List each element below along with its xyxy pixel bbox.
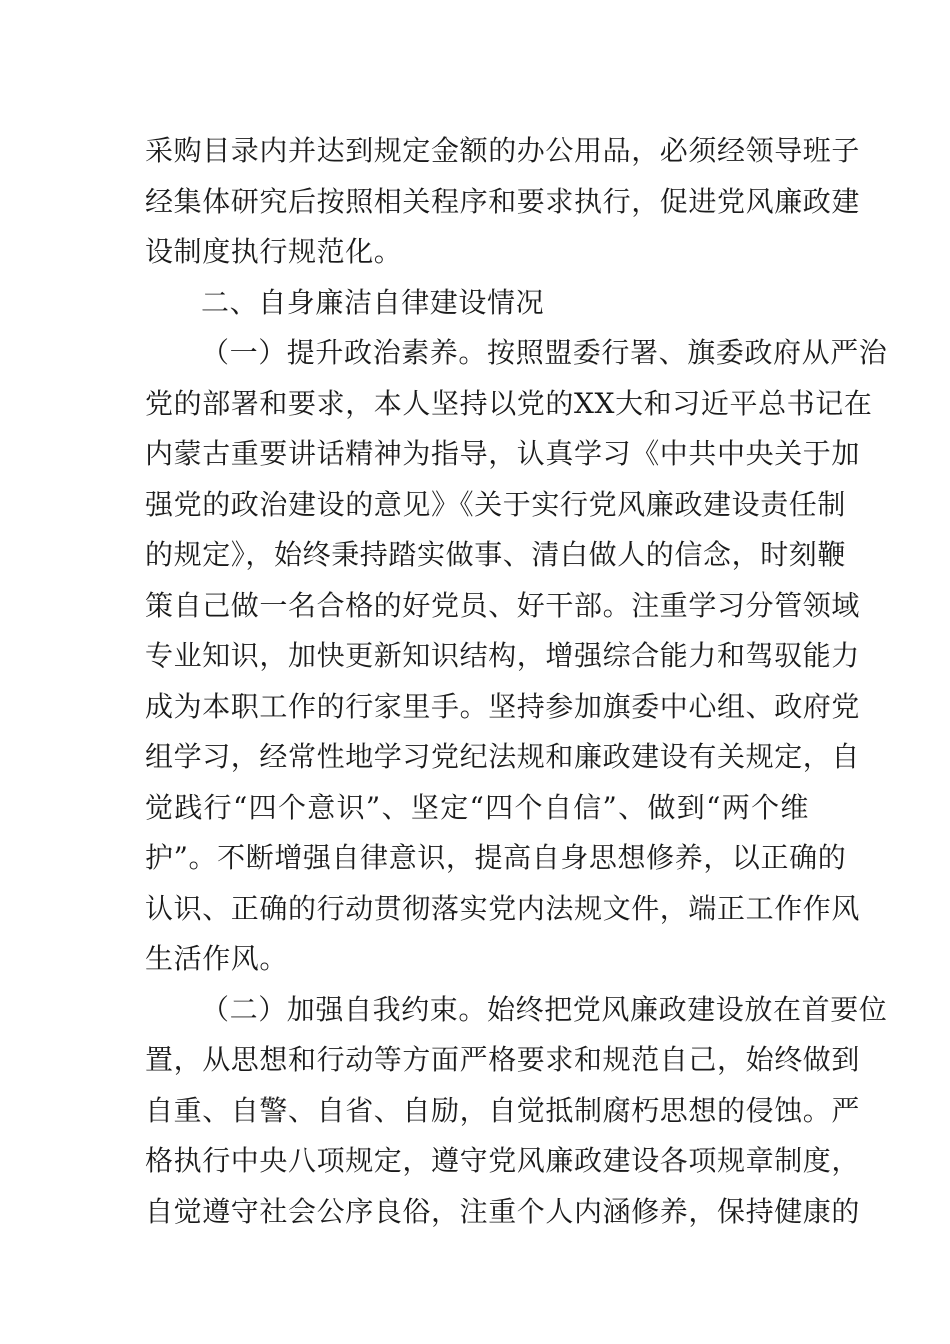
text-line: 格执行中央八项规定，遵守党风廉政建设各项规章制度， — [145, 1144, 861, 1177]
text-line: 认识、正确的行动贯彻落实党内法规文件，端正工作作风 — [145, 891, 861, 925]
text-line: 生活作风。 — [145, 942, 289, 975]
text-line: 自觉遵守社会公序良俗，注重个人内涵修养，保持健康的 — [145, 1194, 861, 1228]
text-line: 护”。不断增强自律意识，提高自身思想修养，以正确的 — [145, 841, 847, 874]
text-line: 党的部署和要求，本人坚持以党的XX大和习近平总书记在 — [145, 386, 873, 420]
text-line: 内蒙古重要讲话精神为指导，认真学习《中共中央关于加 — [145, 437, 861, 470]
text-line: 设制度执行规范化。 — [145, 235, 403, 268]
text-line: 采购目录内并达到规定金额的办公用品，必须经领导班子 — [145, 134, 861, 167]
text-line: 置，从思想和行动等方面严格要求和规范自己，始终做到 — [145, 1043, 861, 1076]
text-line: 经集体研究后按照相关程序和要求执行，促进党风廉政建 — [145, 184, 861, 218]
text-line: 觉践行“四个意识”、坚定“四个自信”、做到“两个维 — [145, 790, 809, 824]
document-body — [145, 126, 888, 1237]
text-line: 组学习，经常性地学习党纪法规和廉政建设有关规定，自 — [145, 740, 861, 773]
text-line: 策自己做一名合格的好党员、好干部。注重学习分管领域 — [145, 588, 861, 622]
text-line: 的规定》，始终秉持踏实做事、清白做人的信念，时刻鞭 — [145, 538, 847, 571]
text-line: 成为本职工作的行家里手。坚持参加旗委中心组、政府党 — [145, 689, 861, 723]
subsection-heading-line: （一）提升政治素养。按照盟委行署、旗委政府从严治 — [201, 336, 888, 369]
subsection-heading-line: （二）加强自我约束。始终把党风廉政建设放在首要位 — [201, 992, 888, 1026]
text-line: 自重、自警、自省、自励，自觉抵制腐朽思想的侵蚀。严 — [145, 1093, 861, 1127]
text-line: 专业知识，加快更新知识结构，增强综合能力和驾驭能力 — [145, 639, 861, 672]
section-heading: 二、自身廉洁自律建设情况 — [201, 285, 545, 319]
text-line: 强党的政治建设的意见》《关于实行党风廉政建设责任制 — [145, 487, 847, 521]
